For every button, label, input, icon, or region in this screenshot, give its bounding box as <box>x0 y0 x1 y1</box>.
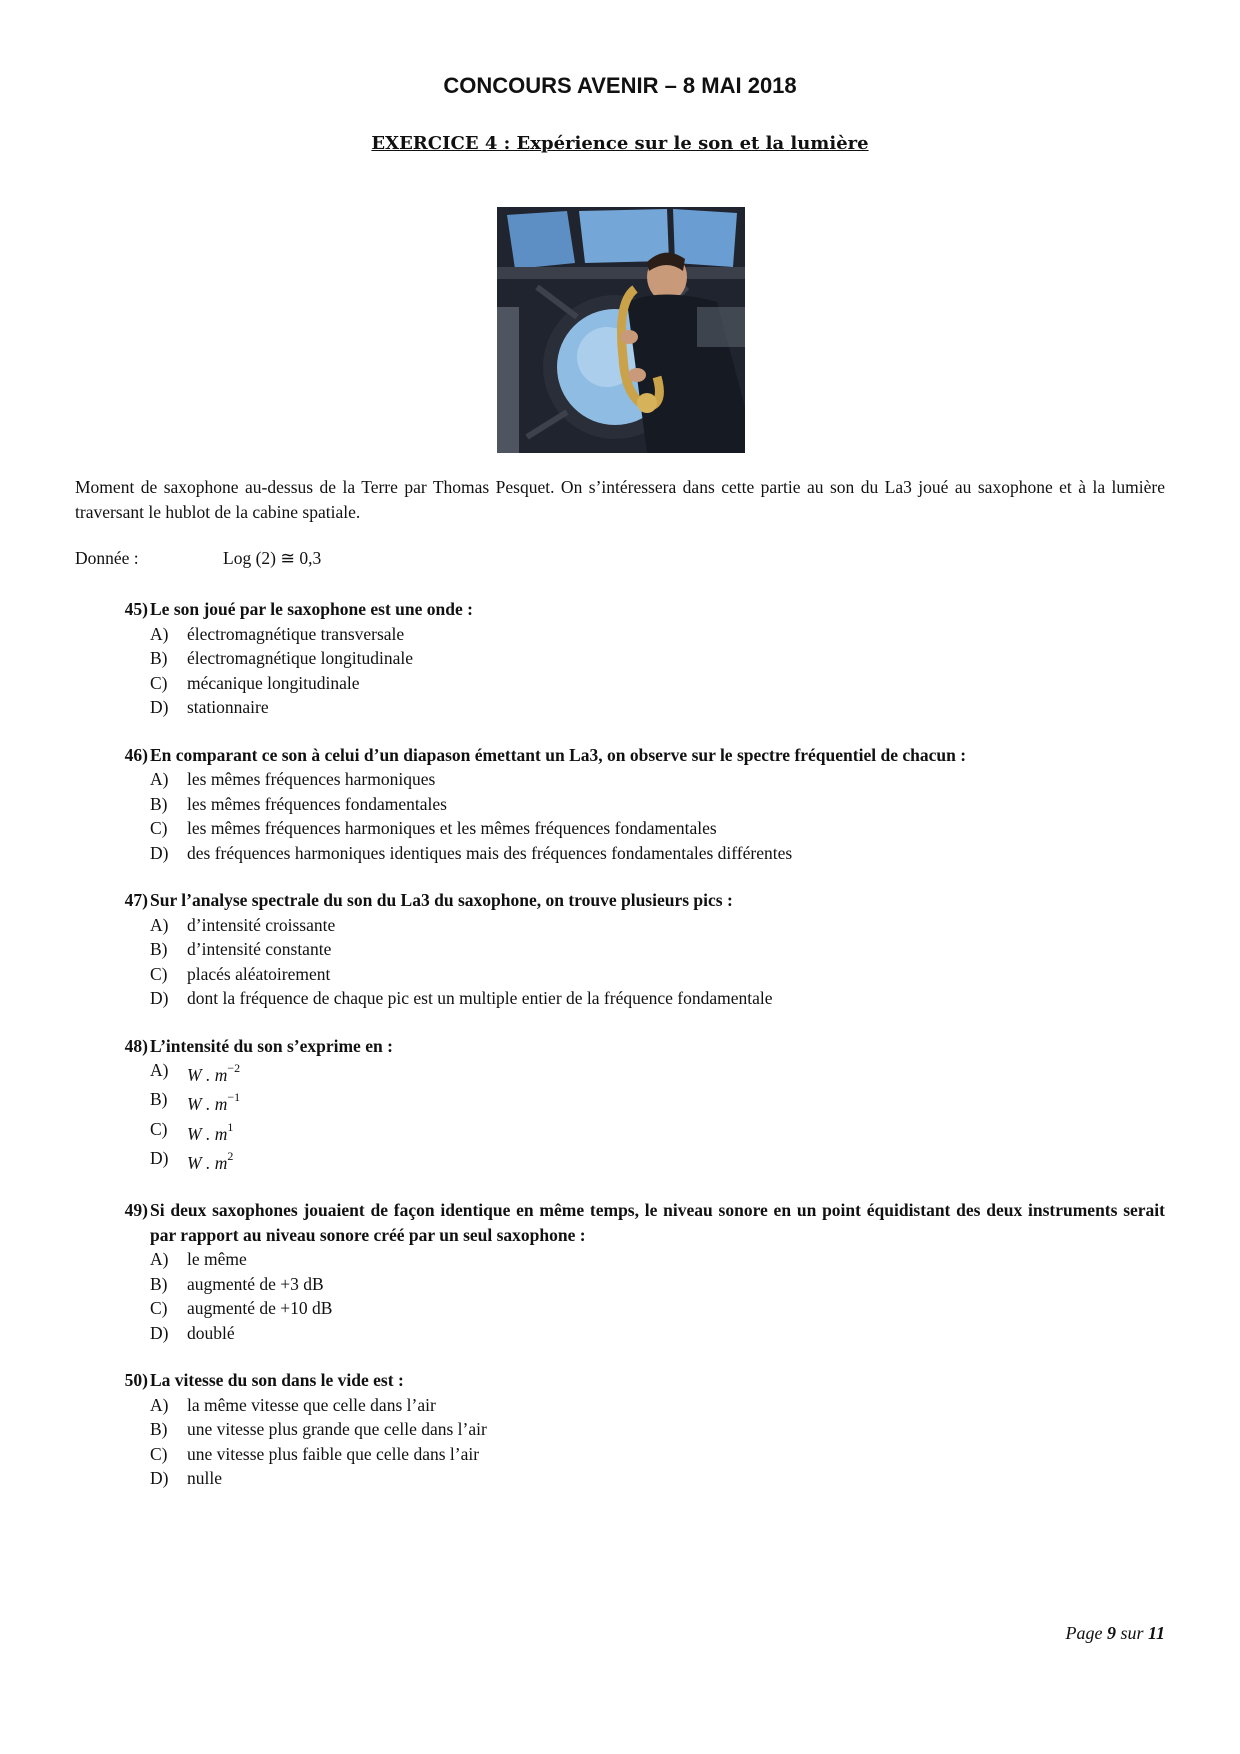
answer-option <box>75 841 1165 866</box>
data-line <box>75 548 322 569</box>
question-text: En comparant ce son à celui d’un diapason émettant un La3, on observe sur le spectre fréquentiel de chacun : <box>150 744 967 765</box>
option-letter: B) <box>150 793 168 814</box>
option-letter: D) <box>150 1468 169 1489</box>
option-letter: B) <box>150 1089 168 1110</box>
answer-option <box>75 622 1165 647</box>
option-text: les mêmes fréquences harmoniques <box>187 769 436 789</box>
answer-option <box>75 1466 1165 1491</box>
unit-exponent: 1 <box>227 1119 234 1134</box>
answer-option <box>75 962 1165 987</box>
answer-option <box>75 1272 1165 1297</box>
question-47 <box>75 888 1165 1011</box>
unit-formula <box>187 1058 1165 1087</box>
option-text: placés aléatoirement <box>187 963 331 984</box>
option-letter: C) <box>150 1118 168 1139</box>
option-text: la même vitesse que celle dans l’air <box>187 1394 436 1415</box>
question-50 <box>75 1368 1165 1491</box>
answer-option <box>75 646 1165 671</box>
current-page: 9 <box>1106 1623 1116 1643</box>
page-prefix: Page <box>1065 1623 1103 1643</box>
option-text: augmenté de +10 dB <box>187 1298 333 1319</box>
option-letter: D) <box>150 697 169 717</box>
option-text: une vitesse plus grande que celle dans l’air <box>187 1419 487 1440</box>
answer-option <box>75 1417 1165 1442</box>
total-pages: 11 <box>1147 1623 1165 1643</box>
option-letter: D) <box>150 842 169 863</box>
question-45 <box>75 597 1165 720</box>
question-text: Le son joué par le saxophone est une onde : <box>150 599 473 619</box>
option-text: d’intensité croissante <box>187 914 336 935</box>
option-text: d’intensité constante <box>187 939 332 959</box>
exercise-title: EXERCICE 4 : Expérience sur le son et la lumière <box>371 133 869 154</box>
question-48 <box>75 1034 1165 1176</box>
option-letter: A) <box>150 1394 169 1415</box>
option-text: le même <box>187 1249 247 1270</box>
unit-base: W . m <box>187 1094 228 1115</box>
option-letter: A) <box>150 1249 169 1270</box>
answer-option <box>75 1146 1165 1175</box>
option-text: stationnaire <box>187 697 269 717</box>
option-text: des fréquences harmoniques identiques mais des fréquences fondamentales différentes <box>187 842 793 863</box>
question-number: 47) <box>124 890 148 910</box>
unit-formula <box>187 1146 1165 1175</box>
answer-option <box>75 913 1165 938</box>
unit-base: W . m <box>187 1152 228 1173</box>
page-title: CONCOURS AVENIR – 8 MAI 2018 <box>443 73 797 98</box>
option-letter: B) <box>150 1273 168 1294</box>
option-letter: C) <box>150 818 168 838</box>
unit-exponent: −2 <box>227 1061 241 1075</box>
unit-base: W . m <box>187 1123 228 1144</box>
intro-paragraph: Moment de saxophone au-dessus de la Terre par Thomas Pesquet. On s’intéressera dans cette partie au son du La3 joué au saxophone et à la lumière traversant le hublot de la cabine spatiale. <box>75 477 1165 522</box>
answer-option <box>75 937 1165 962</box>
option-letter: D) <box>150 1147 169 1168</box>
option-text: les mêmes fréquences harmoniques et les mêmes fréquences fondamentales <box>187 818 717 838</box>
question-number: 50) <box>124 1370 148 1391</box>
option-text: doublé <box>187 1322 235 1343</box>
option-text: dont la fréquence de chaque pic est un multiple entier de la fréquence fondamentale <box>187 988 773 1008</box>
page-sep: sur <box>1120 1623 1144 1643</box>
option-text: augmenté de +3 dB <box>187 1273 324 1294</box>
option-letter: A) <box>150 1060 169 1080</box>
option-letter: C) <box>150 672 168 693</box>
answer-option <box>75 1393 1165 1418</box>
question-number: 49) <box>124 1200 148 1221</box>
option-letter: B) <box>150 648 168 668</box>
answer-option <box>75 816 1165 841</box>
option-letter: A) <box>150 769 169 789</box>
unit-formula <box>187 1087 1165 1116</box>
answer-option <box>75 1117 1165 1146</box>
answer-option <box>75 695 1165 720</box>
page-number <box>1065 1623 1165 1644</box>
option-text: électromagnétique longitudinale <box>187 648 413 668</box>
option-text: une vitesse plus faible que celle dans l’air <box>187 1443 480 1464</box>
answer-option <box>75 1296 1165 1321</box>
answer-option <box>75 1058 1165 1087</box>
question-number: 46) <box>124 744 148 765</box>
option-text: électromagnétique transversale <box>187 623 405 644</box>
option-letter: C) <box>150 1443 168 1464</box>
answer-option <box>75 1442 1165 1467</box>
answer-option <box>75 767 1165 792</box>
question-list <box>75 597 1165 1514</box>
question-text: La vitesse du son dans le vide est : <box>150 1370 404 1391</box>
option-letter: C) <box>150 963 168 984</box>
data-label: Donnée : <box>75 548 139 568</box>
option-text: les mêmes fréquences fondamentales <box>187 793 447 814</box>
unit-exponent: 2 <box>227 1148 234 1163</box>
option-letter: A) <box>150 914 169 935</box>
answer-option <box>75 792 1165 817</box>
astronaut-saxophone-photo <box>497 207 745 453</box>
answer-option <box>75 671 1165 696</box>
option-letter: B) <box>150 939 168 959</box>
question-number: 48) <box>124 1035 148 1056</box>
question-text: Sur l’analyse spectrale du son du La3 du saxophone, on trouve plusieurs pics : <box>150 890 733 910</box>
option-letter: D) <box>150 988 169 1008</box>
question-49 <box>75 1198 1165 1345</box>
unit-formula <box>187 1117 1165 1146</box>
option-letter: B) <box>150 1419 168 1440</box>
answer-option <box>75 1087 1165 1116</box>
question-text: L’intensité du son s’exprime en : <box>150 1035 393 1056</box>
unit-base: W . m <box>187 1064 228 1085</box>
option-text: nulle <box>187 1468 222 1489</box>
question-number: 45) <box>124 599 148 619</box>
option-letter: C) <box>150 1298 168 1319</box>
question-text: Si deux saxophones jouaient de façon identique en même temps, le niveau sonore en un point équidistant des deux instruments serait par rapport au niveau sonore créé par un seul saxophone : <box>150 1200 1165 1245</box>
data-formula: Log (2) ≅ 0,3 <box>223 548 322 568</box>
option-text: mécanique longitudinale <box>187 672 360 693</box>
question-46 <box>75 743 1165 866</box>
answer-option <box>75 986 1165 1011</box>
option-letter: A) <box>150 623 169 644</box>
answer-option <box>75 1247 1165 1272</box>
answer-option <box>75 1321 1165 1346</box>
unit-exponent: −1 <box>227 1090 241 1105</box>
option-letter: D) <box>150 1322 169 1343</box>
